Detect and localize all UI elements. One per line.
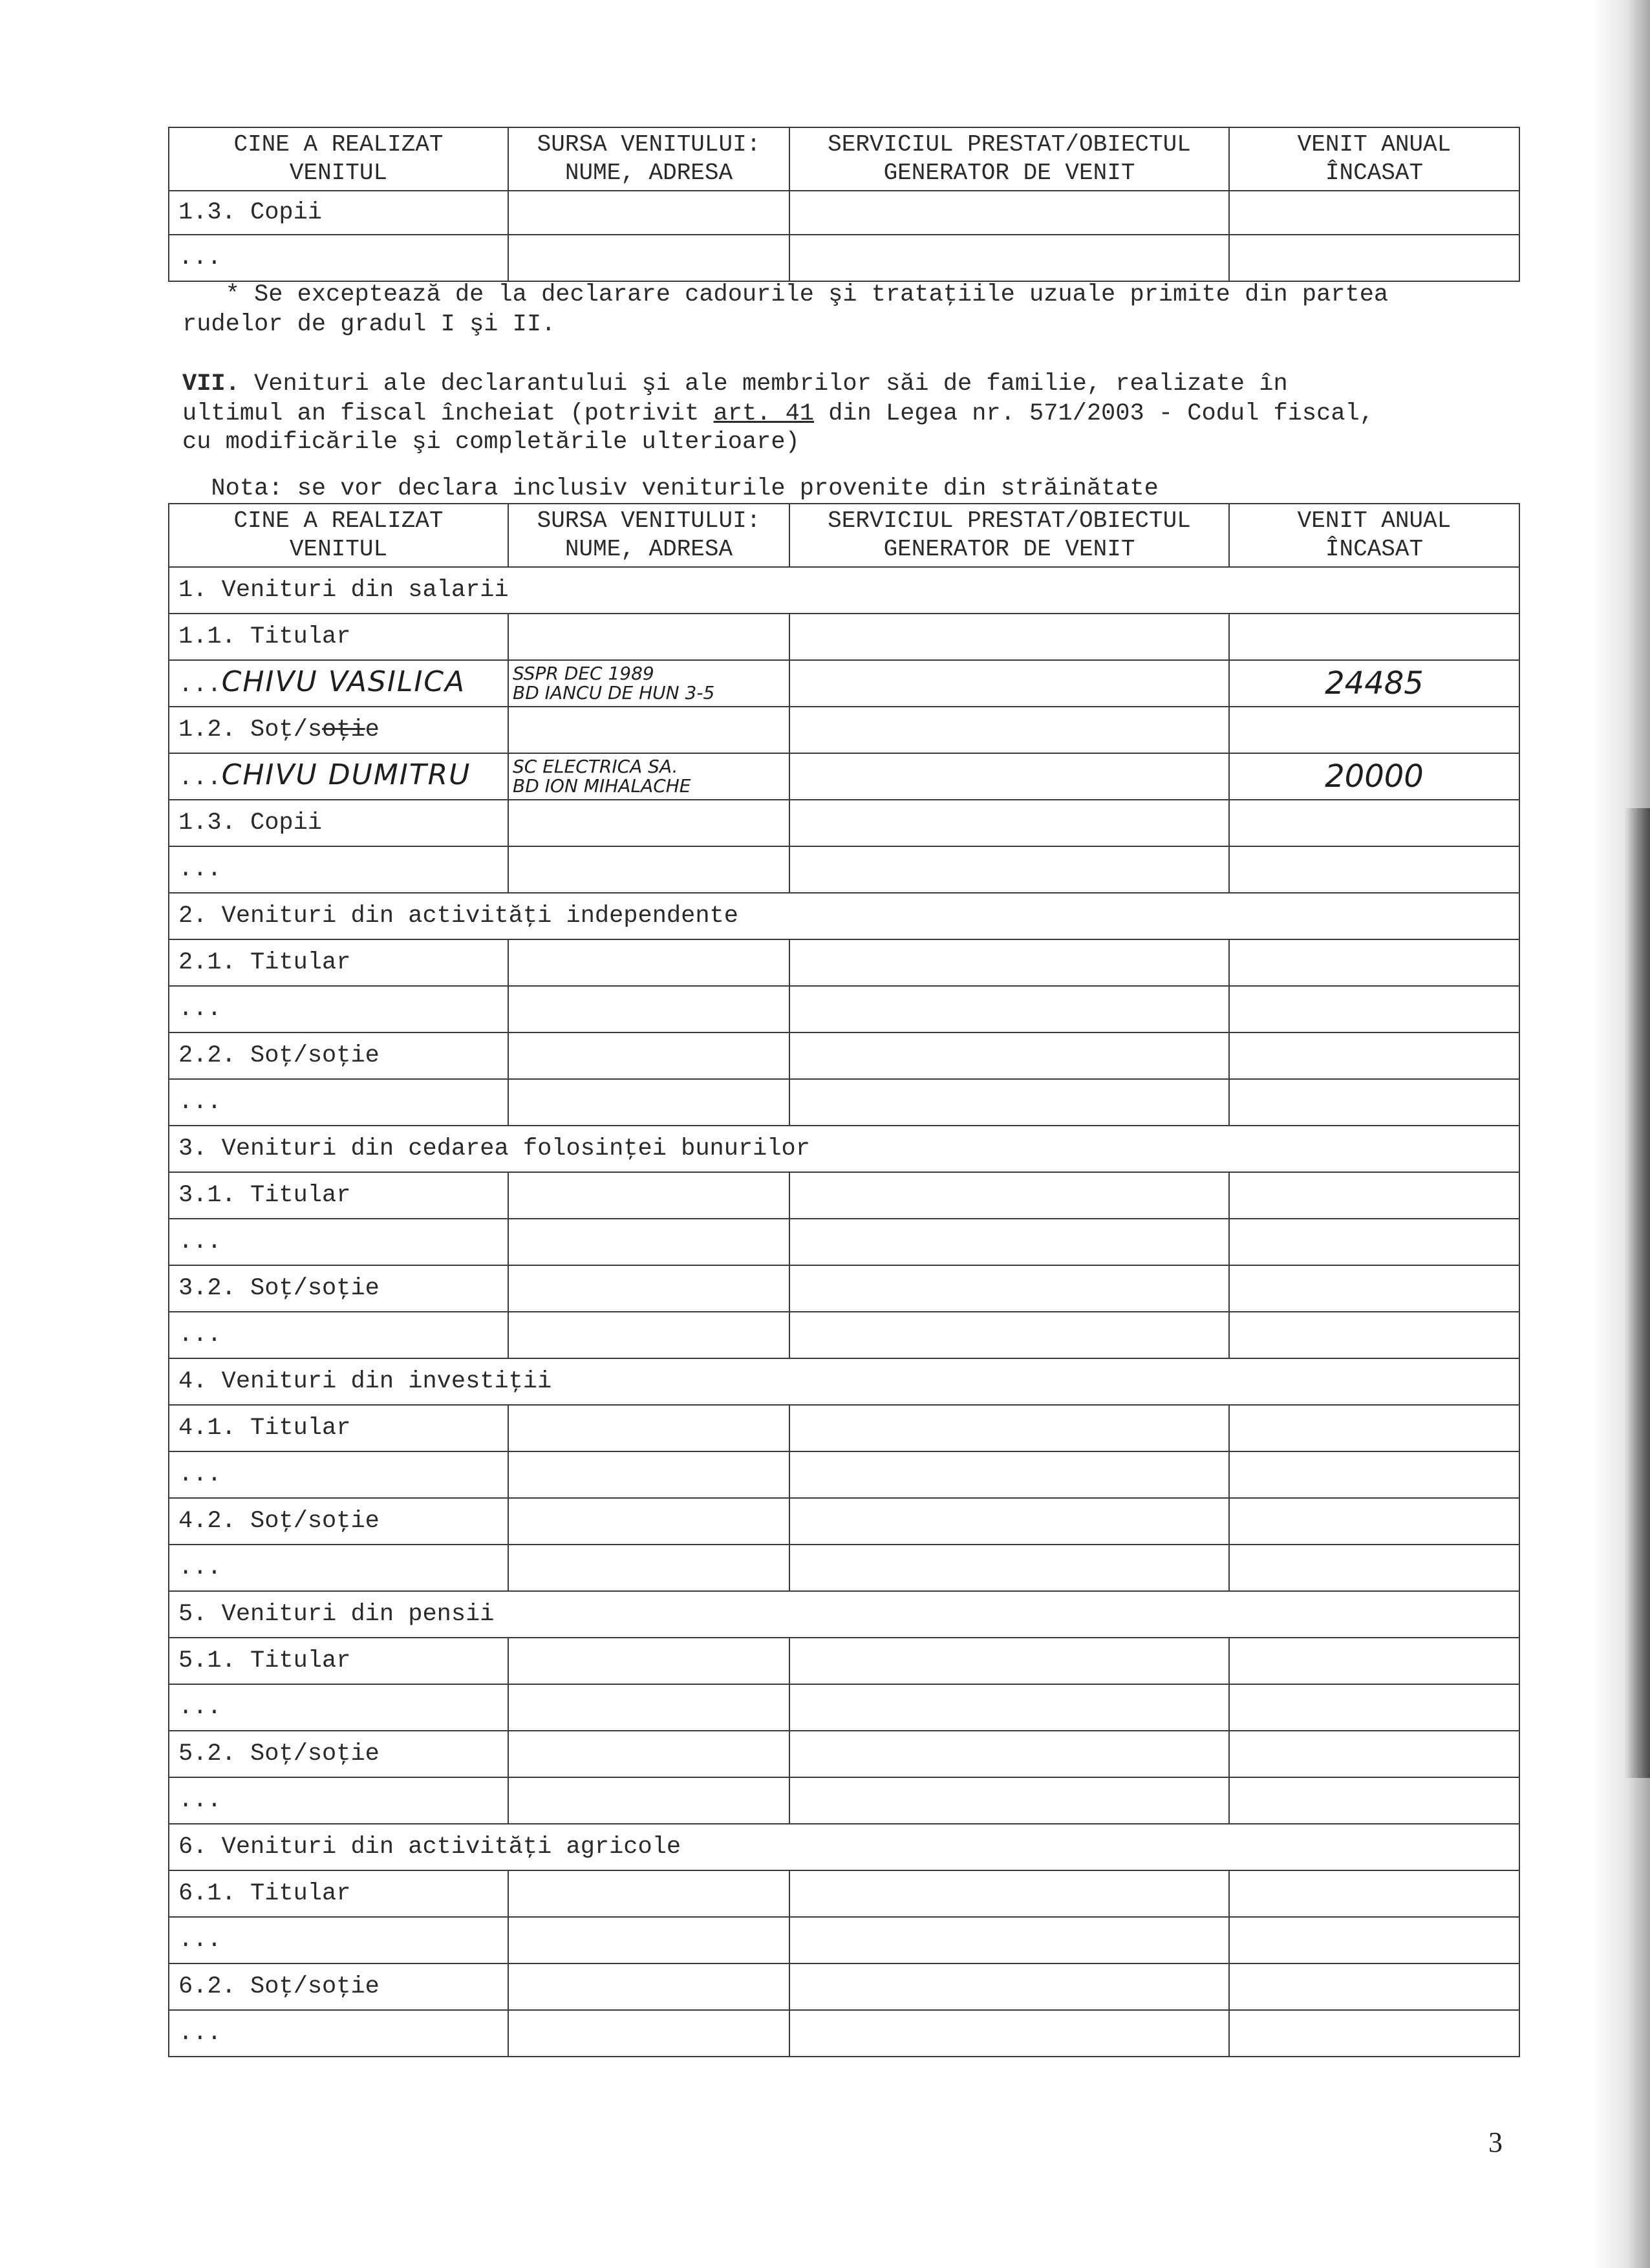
table-row (169, 1731, 1519, 1777)
empty-cell (1229, 1917, 1519, 1963)
empty-cell (508, 1963, 789, 2010)
handwritten-source: SC ELECTRICA SA. BD ION MIHALACHE (508, 753, 789, 800)
col-header-sursa: SURSA VENITULUI: NUME, ADRESA (508, 504, 789, 567)
empty-cell (508, 1312, 789, 1358)
table-row (169, 800, 1519, 846)
empty-cell (789, 1638, 1229, 1684)
nota: Nota: se vor declara inclusiv veniturile provenite din străinătate (182, 475, 1159, 502)
table-row (169, 1870, 1519, 1917)
empty-cell (789, 753, 1229, 800)
row-label: 1.1. Titular (169, 614, 508, 660)
section-header-row (169, 893, 1519, 939)
empty-cell (1229, 1777, 1519, 1824)
section-header-row (169, 1591, 1519, 1638)
sot-name-cell: ...CHIVU DUMITRU (169, 753, 508, 800)
col-header-serviciul: SERVICIUL PRESTAT/OBIECTUL GENERATOR DE VENIT (789, 504, 1229, 567)
empty-cell (508, 1917, 789, 1963)
top-income-table (168, 127, 1520, 282)
empty-cell (508, 1079, 789, 1126)
empty-cell (1229, 235, 1519, 281)
empty-cell (508, 614, 789, 660)
empty-cell (789, 707, 1229, 753)
empty-cell (1229, 1265, 1519, 1312)
empty-cell (789, 660, 1229, 707)
empty-cell (508, 1638, 789, 1684)
row-label: ... (169, 235, 508, 281)
col-header-sursa: SURSA VENITULUI: NUME, ADRESA (508, 127, 789, 191)
empty-cell (1229, 707, 1519, 753)
empty-cell (1229, 1545, 1519, 1591)
row-label: 3.1. Titular (169, 1172, 508, 1219)
section-header-row (169, 1824, 1519, 1870)
table-row (169, 191, 1519, 235)
empty-cell (789, 1545, 1229, 1591)
empty-cell (789, 1963, 1229, 2010)
table-row (169, 1405, 1519, 1451)
table-header-row (169, 127, 1519, 191)
footnote-line-2: rudelor de gradul I şi II. (182, 311, 556, 338)
empty-cell (1229, 191, 1519, 235)
section-header-row (169, 567, 1519, 614)
page-edge-shadow-dark (1624, 808, 1650, 1778)
table-row (169, 1265, 1519, 1312)
empty-cell (789, 1684, 1229, 1731)
empty-cell (789, 1870, 1229, 1917)
section-header-row (169, 1358, 1519, 1405)
section-number: VII. (182, 370, 240, 398)
page-number: 3 (1488, 2126, 1503, 2158)
row-label: ... (169, 846, 508, 893)
table-row (169, 1172, 1519, 1219)
empty-cell (789, 1405, 1229, 1451)
section-header: 6. Venituri din activităţi agricole (169, 1824, 1519, 1870)
col-header-cine: CINE A REALIZAT VENITUL (169, 127, 508, 191)
table-header-row (169, 504, 1519, 567)
empty-cell (508, 191, 789, 235)
row-label: 4.1. Titular (169, 1405, 508, 1451)
empty-cell (508, 1545, 789, 1591)
row-label: 1.3. Copii (169, 191, 508, 235)
empty-cell (789, 986, 1229, 1032)
row-label: ... (169, 1777, 508, 1824)
table-row (169, 1498, 1519, 1545)
empty-cell (508, 1684, 789, 1731)
empty-cell (508, 1172, 789, 1219)
empty-cell (508, 800, 789, 846)
row-label: ... (169, 1312, 508, 1358)
handwritten-name: CHIVU VASILICA (221, 665, 466, 698)
section-header: 5. Venituri din pensii (169, 1591, 1519, 1638)
footnote-line-1: * Se exceptează de la declarare cadourile şi trataţiile uzuale primite din partea (182, 281, 1389, 308)
section-vii-line-3: cu modificările şi completările ulterioare) (182, 429, 800, 456)
empty-cell (789, 1917, 1229, 1963)
table-row (169, 1917, 1519, 1963)
table-row (169, 1312, 1519, 1358)
empty-cell (1229, 1312, 1519, 1358)
table-row (169, 1451, 1519, 1498)
row-label: ... (169, 1545, 508, 1591)
table-row (169, 753, 1519, 800)
income-table (168, 503, 1520, 2057)
empty-cell (508, 1498, 789, 1545)
table-row (169, 1545, 1519, 1591)
empty-cell (1229, 1638, 1519, 1684)
table-row (169, 1777, 1519, 1824)
empty-cell (789, 2010, 1229, 2057)
empty-cell (508, 1265, 789, 1312)
section-header: 2. Venituri din activităţi independente (169, 893, 1519, 939)
empty-cell (508, 1777, 789, 1824)
row-label: 5.1. Titular (169, 1638, 508, 1684)
empty-cell (508, 939, 789, 986)
table-row (169, 660, 1519, 707)
col-header-serviciul: SERVICIUL PRESTAT/OBIECTUL GENERATOR DE VENIT (789, 127, 1229, 191)
col-header-venit: VENIT ANUAL ÎNCASAT (1229, 504, 1519, 567)
empty-cell (508, 986, 789, 1032)
empty-cell (789, 939, 1229, 986)
empty-cell (789, 1265, 1229, 1312)
empty-cell (508, 1731, 789, 1777)
handwritten-amount: 20000 (1229, 753, 1519, 800)
section-header: 4. Venituri din investiţii (169, 1358, 1519, 1405)
table-row (169, 235, 1519, 281)
row-label: 2.1. Titular (169, 939, 508, 986)
empty-cell (789, 235, 1229, 281)
handwritten-name: CHIVU DUMITRU (221, 758, 471, 791)
empty-cell (1229, 614, 1519, 660)
empty-cell (508, 2010, 789, 2057)
table-row (169, 1638, 1519, 1684)
table-row (169, 846, 1519, 893)
row-label: ... (169, 1079, 508, 1126)
empty-cell (789, 1777, 1229, 1824)
empty-cell (508, 1870, 789, 1917)
table-row (169, 614, 1519, 660)
empty-cell (789, 846, 1229, 893)
row-label: 1.3. Copii (169, 800, 508, 846)
row-label: ... (169, 1451, 508, 1498)
row-label: ... (169, 986, 508, 1032)
table-row (169, 986, 1519, 1032)
empty-cell (508, 1032, 789, 1079)
row-label: ... (169, 1684, 508, 1731)
section-vii-line-2: ultimul an fiscal încheiat (potrivit art. 41 din Legea nr. 571/2003 - Codul fiscal, (182, 400, 1374, 427)
empty-cell (1229, 1172, 1519, 1219)
empty-cell (789, 1312, 1229, 1358)
empty-cell (789, 800, 1229, 846)
empty-cell (508, 707, 789, 753)
row-label: ... (169, 1917, 508, 1963)
row-label: 1.2. Soţ/soţie (169, 707, 508, 753)
empty-cell (789, 1172, 1229, 1219)
table-row (169, 1219, 1519, 1265)
titular-name-cell: ...CHIVU VASILICA (169, 660, 508, 707)
section-vii-line-1: VII. Venituri ale declarantului şi ale membrilor săi de familie, realizate în (182, 370, 1288, 398)
empty-cell (1229, 1219, 1519, 1265)
row-label: 4.2. Soţ/soţie (169, 1498, 508, 1545)
table-row (169, 939, 1519, 986)
handwritten-source: SSPR DEC 1989 BD IANCU DE HUN 3-5 (508, 660, 789, 707)
empty-cell (789, 1079, 1229, 1126)
row-label: 6.1. Titular (169, 1870, 508, 1917)
empty-cell (508, 235, 789, 281)
col-header-cine: CINE A REALIZAT VENITUL (169, 504, 508, 567)
empty-cell (1229, 846, 1519, 893)
empty-cell (1229, 1498, 1519, 1545)
section-header: 1. Venituri din salarii (169, 567, 1519, 614)
empty-cell (508, 1219, 789, 1265)
empty-cell (789, 1498, 1229, 1545)
section-header-row (169, 1126, 1519, 1172)
col-header-venit: VENIT ANUAL ÎNCASAT (1229, 127, 1519, 191)
table-row (169, 1032, 1519, 1079)
empty-cell (508, 846, 789, 893)
empty-cell (1229, 1032, 1519, 1079)
empty-cell (1229, 1451, 1519, 1498)
empty-cell (1229, 939, 1519, 986)
section-header: 3. Venituri din cedarea folosinţei bunurilor (169, 1126, 1519, 1172)
empty-cell (1229, 1079, 1519, 1126)
empty-cell (508, 1405, 789, 1451)
table-row (169, 1079, 1519, 1126)
empty-cell (1229, 1731, 1519, 1777)
empty-cell (789, 614, 1229, 660)
row-label: 3.2. Soţ/soţie (169, 1265, 508, 1312)
table-row (169, 1963, 1519, 2010)
empty-cell (789, 1731, 1229, 1777)
row-label: 2.2. Soţ/soţie (169, 1032, 508, 1079)
handwritten-amount: 24485 (1229, 660, 1519, 707)
empty-cell (1229, 1684, 1519, 1731)
empty-cell (789, 1219, 1229, 1265)
empty-cell (1229, 1870, 1519, 1917)
empty-cell (1229, 2010, 1519, 2057)
empty-cell (789, 1451, 1229, 1498)
table-row (169, 707, 1519, 753)
row-label: 5.2. Soţ/soţie (169, 1731, 508, 1777)
empty-cell (789, 1032, 1229, 1079)
row-label: ... (169, 2010, 508, 2057)
table-row (169, 2010, 1519, 2057)
table-row (169, 1684, 1519, 1731)
row-label: 6.2. Soţ/soţie (169, 1963, 508, 2010)
empty-cell (1229, 1405, 1519, 1451)
empty-cell (789, 191, 1229, 235)
law-article-link[interactable]: art. 41 (713, 400, 814, 427)
empty-cell (1229, 986, 1519, 1032)
empty-cell (508, 1451, 789, 1498)
empty-cell (1229, 1963, 1519, 2010)
row-label: ... (169, 1219, 508, 1265)
empty-cell (1229, 800, 1519, 846)
